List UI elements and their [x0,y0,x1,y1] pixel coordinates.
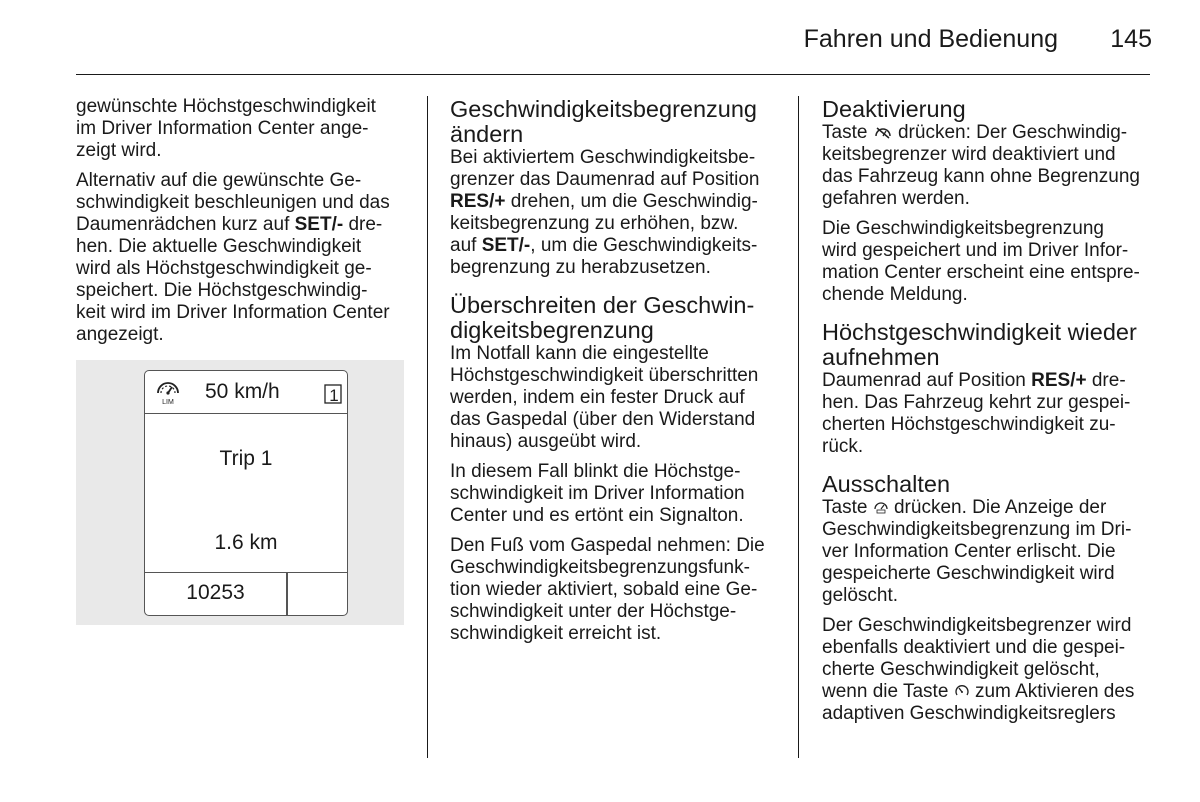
paragraph: Der Geschwindigkeitsbegrenzer wird ebenfalls deaktiviert und die gespei- cherte Geschwindigkeit gelöscht, wenn die Taste zum Aktivieren des adaptiven Geschwindigkeitsreglers [822,615,1135,724]
column-divider [427,96,428,758]
page-number: 145 [1110,25,1152,53]
gear-indicator-icon [323,381,343,405]
display-top-bar [145,371,347,414]
svg-text:1: 1 [329,386,339,405]
section-heading: Überschreiten der Geschwin- digkeitsbegrenzung [450,292,755,343]
paragraph: Daumenrad auf Position RES/+ dre- hen. Das Fahrzeug kehrt zur gespei- cherten Höchstgeschwindigkeit zu- rück. [822,370,1131,457]
paragraph: Den Fuß vom Gaspedal nehmen: Die Geschwindigkeitsbegrenzungsfunk- tion wieder aktiviert, sobald eine Ge- schwindigkeit unter der Höchstge- schwindigkeit erreicht ist. [450,535,765,644]
paragraph: Bei aktiviertem Geschwindigkeitsbe- grenzer das Daumenrad auf Position RES/+ drehen, um die Geschwindig- keitsbegrenzung zu erhöhen, bzw. auf SET/-, um die Geschwindigkeits- begrenzung zu herabzusetzen. [450,147,760,278]
column-middle [450,97,785,653]
speed-limiter-icon [873,499,889,515]
paragraph: In diesem Fall blinkt die Höchstge- schwindigkeit im Driver Information Center und es ertönt ein Signalton. [450,461,745,526]
trip-label: Trip 1 [219,447,273,470]
trip-distance: 1.6 km [214,531,278,554]
paragraph: gewünschte Höchstgeschwindigkeit im Driver Information Center ange- zeigt wird. [76,96,376,161]
paragraph: Alternativ auf die gewünschte Ge- schwindigkeit beschleunigen und das Daumenrädchen kurz auf SET/- dre- hen. Die aktuelle Geschwindigkeit wird als Höchstgeschwindigkeit ge- speichert. Die Höchstgeschwindig- keit wird im Driver Information Center angezeigt. [76,170,390,345]
paragraph: Taste drücken. Die Anzeige der Geschwindigkeitsbegrenzung im Dri- ver Information Center erlischt. Die gespeicherte Geschwindigkeit wird gelöscht. [822,497,1132,606]
display-screen [144,370,348,616]
running-header: Fahren und Bedienung [803,25,1058,53]
speed-limiter-icon [155,379,181,405]
paragraph: Taste drücken: Der Geschwindig- keitsbegrenzer wird deaktiviert und das Fahrzeug kann ohne Begrenzung gefahren werden. [822,122,1140,209]
section-heading: Geschwindigkeitsbegrenzung ändern [450,96,757,147]
display-bottom-divider [286,573,288,615]
column-left [76,96,411,354]
section-heading: Höchstgeschwindigkeit wieder aufnehmen [822,319,1137,370]
speed-limiter-cancel-icon [873,124,893,140]
speed-limit-value: 50 km/h [205,380,280,403]
adaptive-cruise-icon [954,683,970,699]
paragraph: Die Geschwindigkeitsbegrenzung wird gespeichert und im Driver Infor- mation Center erscheint eine entspre- chende Meldung. [822,218,1140,305]
paragraph: Im Notfall kann die eingestellte Höchstgeschwindigkeit überschritten werden, indem ein fester Druck auf das Gaspedal (über den Widerstand hinaus) ausgeübt wird. [450,343,759,452]
column-divider [798,96,799,758]
section-heading: Deaktivierung [822,96,966,122]
odometer-value: 10253 [186,581,245,604]
header-rule [76,74,1150,75]
svg-text:LIM: LIM [162,399,174,405]
section-heading: Ausschalten [822,471,951,497]
column-right [822,97,1157,733]
driver-information-center-figure [76,360,404,625]
